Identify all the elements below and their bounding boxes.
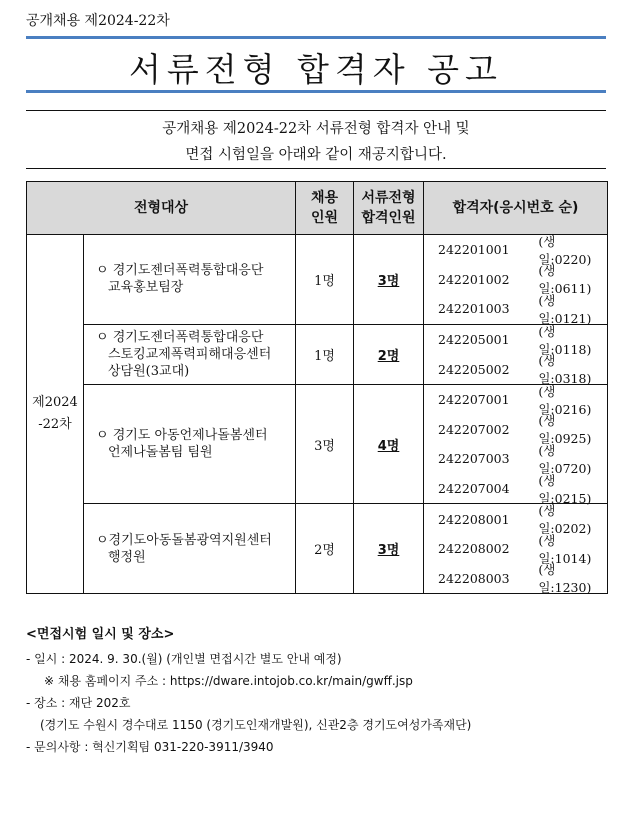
target-cell xyxy=(84,504,296,594)
page-title: 서류전형 합격자 공고 xyxy=(129,50,503,89)
passer-row xyxy=(438,415,607,445)
target-text: 스토킹교제폭력피해대응센터 xyxy=(108,346,272,362)
applicant-number: 242208003 xyxy=(438,570,510,586)
target-text: ㅇ 경기도젠더폭력통합대응단 xyxy=(96,329,264,345)
passer-list xyxy=(424,383,608,506)
homepage-url: ※ 채용 홈페이지 주소 : https://dware.intojob.co.kr/main/gwff.jsp xyxy=(44,674,413,688)
intro-line: 공개채용 제2024-22차 서류전형 합격자 안내 및 xyxy=(162,121,470,137)
pass-count: 2명 xyxy=(354,324,424,384)
passer-row xyxy=(438,385,607,415)
birth-info: (생일:0925) xyxy=(538,413,592,447)
hire-count: 3명 xyxy=(296,384,354,503)
birth-info: (생일:0118) xyxy=(538,323,592,357)
contact-info: - 문의사항 : 혁신기획팀 031-220-3911/3940 xyxy=(26,740,274,754)
birth-info: (생일:0121) xyxy=(538,292,592,326)
header-text: 서류전형 xyxy=(361,190,416,206)
hire-count: 1명 xyxy=(296,324,354,384)
birth-info: (생일:0216) xyxy=(538,383,592,417)
passer-row xyxy=(438,503,607,537)
header-text: 채용 xyxy=(310,190,339,206)
target-text: ㅇ경기도아동돌봄광역지원센터 xyxy=(96,532,272,548)
header-pass-count xyxy=(354,182,424,235)
target-cell xyxy=(84,235,296,325)
intro-text xyxy=(26,116,606,168)
round-cell xyxy=(27,235,84,594)
passer-row xyxy=(438,235,607,265)
applicant-number: 242207003 xyxy=(438,451,510,467)
header-text: 합격인원 xyxy=(361,210,416,226)
applicant-number: 242207001 xyxy=(438,392,510,408)
hire-count: 1명 xyxy=(296,235,354,325)
applicant-number: 242201002 xyxy=(438,271,510,287)
header-text: 인원 xyxy=(310,210,339,226)
header-hire-count xyxy=(296,182,354,235)
applicant-number: 242207004 xyxy=(438,481,510,497)
passer-list xyxy=(424,323,608,387)
passer-row xyxy=(438,564,607,594)
applicant-number: 242205001 xyxy=(438,332,510,348)
passer-row xyxy=(438,444,607,474)
round-text: 제2024 xyxy=(32,395,78,411)
notes-heading: <면접시험 일시 및 장소> xyxy=(26,627,175,642)
pass-count: 4명 xyxy=(354,384,424,503)
passer-list xyxy=(424,235,608,325)
applicant-number: 242205002 xyxy=(438,361,510,377)
passer-row xyxy=(438,474,607,504)
applicant-number: 242208002 xyxy=(438,541,510,557)
target-text: ㅇ 경기도젠더폭력통합대응단 xyxy=(96,263,264,279)
birth-info: (생일:0318) xyxy=(538,353,592,387)
passer-list xyxy=(424,504,608,594)
intro-bottom-rule xyxy=(26,168,606,169)
pass-count: 3명 xyxy=(354,504,424,594)
birth-info: (생일:0720) xyxy=(538,442,592,476)
table-row xyxy=(27,324,608,384)
birth-info: (생일:0215) xyxy=(538,472,592,506)
interview-notes xyxy=(26,624,471,758)
title-top-rule xyxy=(26,36,606,39)
intro-line: 면접 시험일을 아래와 같이 재공지합니다. xyxy=(185,147,447,163)
target-text: ㅇ 경기도 아동언제나돌봄센터 xyxy=(96,428,268,444)
interview-place: - 장소 : 재단 202호 xyxy=(26,696,131,710)
interview-address: (경기도 수원시 경수대로 1150 (경기도인재개발원), 신관2층 경기도여성가족재단) xyxy=(40,718,472,732)
results-table xyxy=(26,181,608,594)
target-text: 교육홍보팀장 xyxy=(108,280,184,296)
applicant-number: 242201001 xyxy=(438,242,510,258)
target-text: 언제나돌봄팀 팀원 xyxy=(108,445,213,461)
target-text: 행정원 xyxy=(108,549,146,565)
passer-row xyxy=(438,353,607,387)
intro-top-rule xyxy=(26,110,606,111)
applicant-number: 242201003 xyxy=(438,301,510,317)
passer-row xyxy=(438,534,607,564)
birth-info: (생일:0220) xyxy=(538,233,592,267)
pass-count: 3명 xyxy=(354,235,424,325)
birth-info: (생일:1230) xyxy=(538,562,592,596)
birth-info: (생일:1014) xyxy=(538,532,592,566)
applicant-number: 242207002 xyxy=(438,421,510,437)
table-header-row xyxy=(27,182,608,235)
title-bottom-rule xyxy=(26,90,606,93)
hire-count: 2명 xyxy=(296,504,354,594)
table-row xyxy=(27,235,608,325)
passer-row xyxy=(438,294,607,324)
target-text: 상담원(3교대) xyxy=(108,363,190,379)
round-text: -22차 xyxy=(38,417,72,433)
target-cell xyxy=(84,384,296,503)
passer-row xyxy=(438,325,607,355)
passer-row xyxy=(438,265,607,295)
interview-date: - 일시 : 2024. 9. 30.(월) (개인별 면접시간 별도 안내 예정) xyxy=(26,652,342,666)
birth-info: (생일:0611) xyxy=(538,263,592,297)
applicant-number: 242208001 xyxy=(438,511,510,527)
table-row xyxy=(27,504,608,594)
header-target: 전형대상 xyxy=(27,182,296,235)
target-cell xyxy=(84,324,296,384)
recruitment-round-label: 공개채용 제2024-22차 xyxy=(26,13,170,29)
birth-info: (생일:0202) xyxy=(538,503,592,537)
header-passer-list: 합격자(응시번호 순) xyxy=(424,182,608,235)
table-row xyxy=(27,384,608,503)
